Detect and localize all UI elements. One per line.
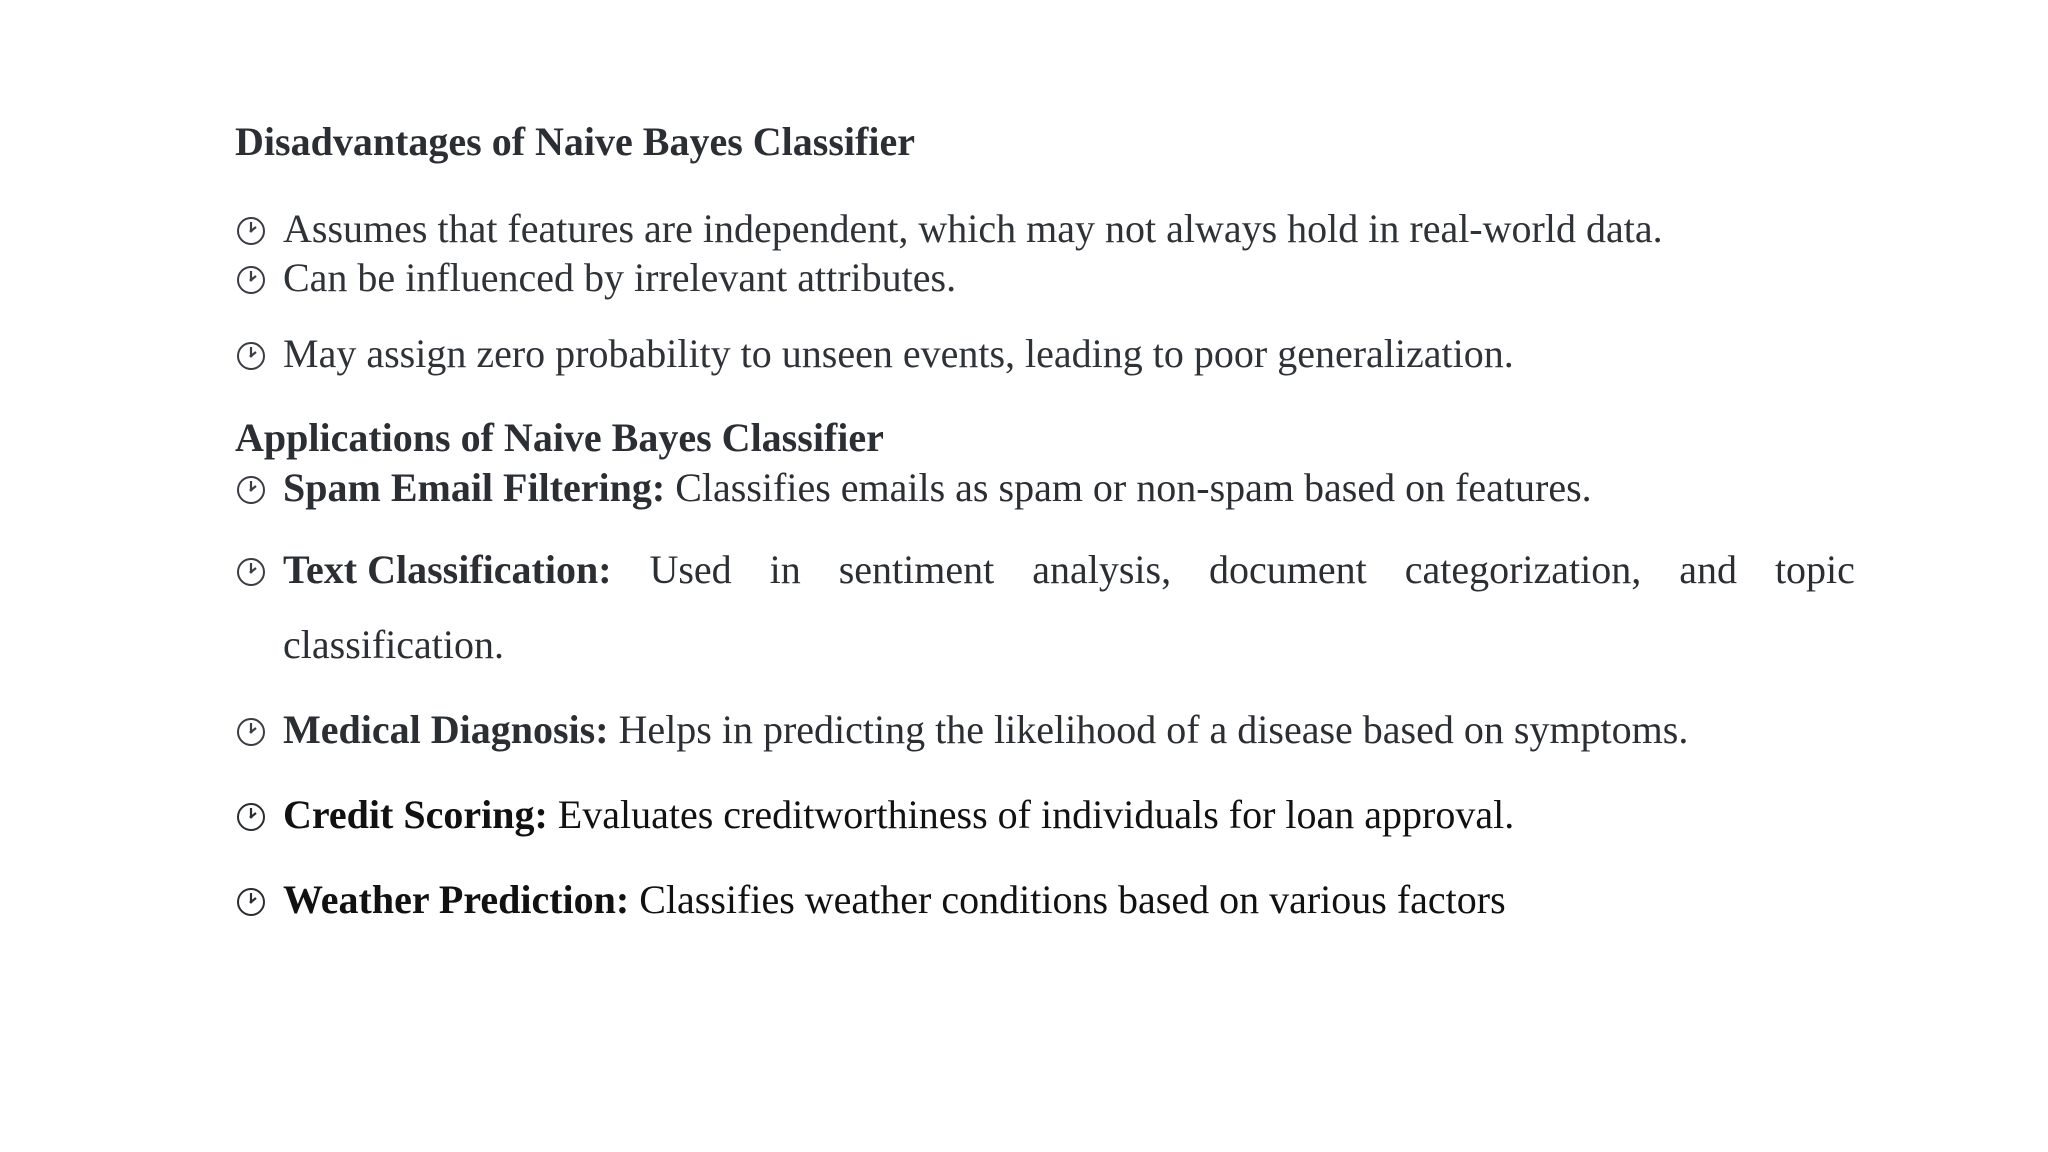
- clock-icon: [235, 886, 267, 918]
- justified-word: sentiment: [838, 547, 995, 592]
- list-item-text: [283, 706, 1688, 754]
- applications-heading: Applications of Naive Bayes Classifier: [235, 415, 884, 460]
- list-item-text: [283, 464, 1592, 512]
- list-item-description: Classifies emails as spam or non-spam based on features.: [665, 465, 1592, 510]
- clock-icon: [235, 340, 267, 372]
- justified-word: Used: [649, 547, 732, 592]
- clock-icon: [235, 474, 267, 506]
- list-item-text: [283, 876, 1506, 924]
- list-item-label: Spam Email Filtering:: [283, 465, 666, 510]
- list-item-continuation: classification.: [283, 622, 505, 667]
- justified-word: and: [1679, 547, 1737, 592]
- clock-icon: [235, 215, 267, 247]
- list-item-description: Evaluates creditworthiness of individuals for loan approval.: [547, 792, 1515, 837]
- list-item-label: Credit Scoring:: [283, 792, 548, 837]
- list-item-description: Classifies weather conditions based on various factors: [629, 877, 1506, 922]
- disadvantages-heading: Disadvantages of Naive Bayes Classifier: [235, 119, 915, 164]
- justified-word: analysis,: [1032, 547, 1172, 592]
- list-item-text: Can be influenced by irrelevant attributes.: [283, 255, 957, 300]
- list-item-label: Weather Prediction:: [283, 877, 630, 922]
- list-item-label: Text Classification:: [283, 547, 612, 592]
- list-item-text: [283, 791, 1514, 839]
- list-item-text: Assumes that features are independent, which may not always hold in real-world data.: [283, 206, 1663, 251]
- list-item-text: [283, 546, 1855, 594]
- justified-word: categorization,: [1404, 547, 1642, 592]
- justified-word: document: [1209, 547, 1367, 592]
- justified-word: topic: [1774, 547, 1855, 592]
- list-item-text: May assign zero probability to unseen events, leading to poor generalization.: [283, 331, 1514, 376]
- justified-word: in: [769, 547, 801, 592]
- clock-icon: [235, 264, 267, 296]
- list-item-label: Medical Diagnosis:: [283, 707, 609, 752]
- clock-icon: [235, 556, 267, 588]
- clock-icon: [235, 716, 267, 748]
- list-item-description: Helps in predicting the likelihood of a disease based on symptoms.: [608, 707, 1689, 752]
- clock-icon: [235, 801, 267, 833]
